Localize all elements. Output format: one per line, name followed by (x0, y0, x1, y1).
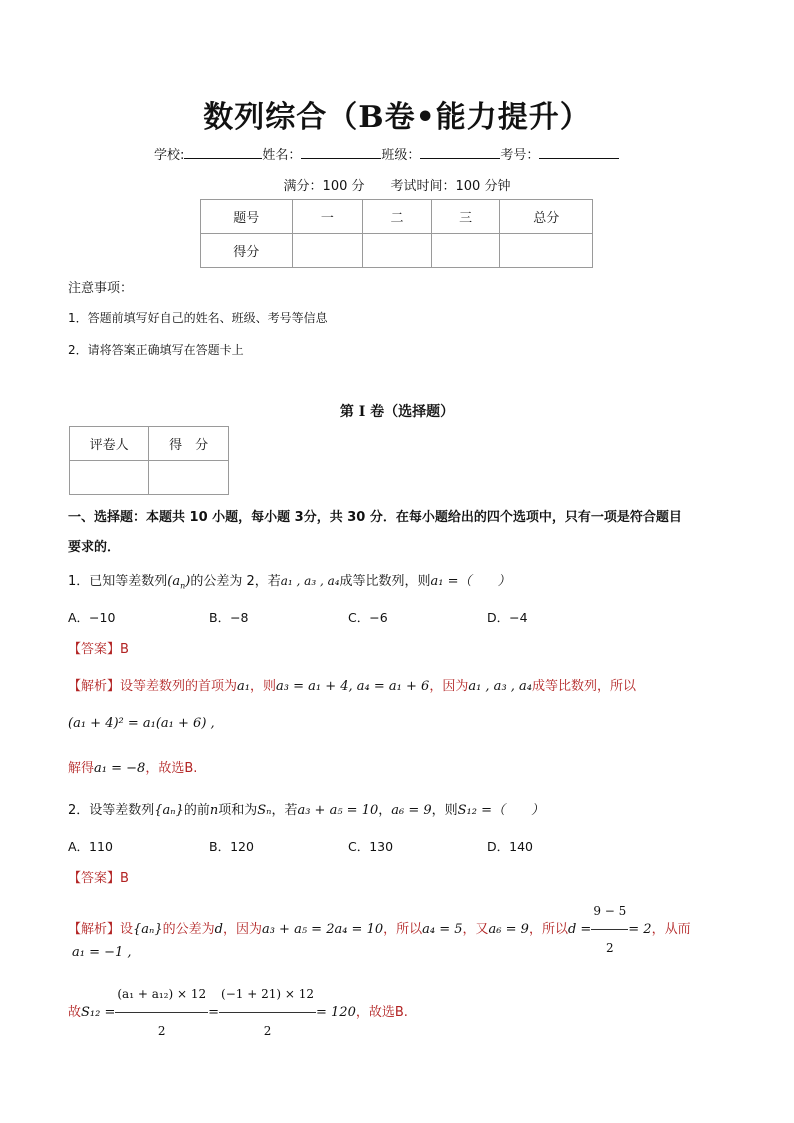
exam-no-label: 考号： (500, 148, 540, 163)
page-title: 数列综合（B卷•能力提升） (203, 100, 591, 135)
analysis-text: ，所以 (528, 922, 568, 937)
q2-analysis-line1 (68, 893, 691, 966)
q2-math: a₆ = 9 (391, 803, 432, 818)
school-blank[interactable] (184, 146, 262, 159)
analysis-math: a₆ = 9 (488, 922, 529, 937)
q2-option-b[interactable]: B．120 (209, 839, 254, 854)
fraction (115, 976, 208, 1049)
part-heading-line: 要求的． (68, 540, 121, 555)
q1-option-d[interactable]: D．−4 (487, 610, 528, 625)
q2-option-a[interactable]: A．110 (68, 839, 113, 854)
q1-option-b[interactable]: B．−8 (209, 610, 249, 625)
fraction-numerator: 9 − 5 (591, 893, 628, 930)
q2-text: ，若 (271, 803, 298, 818)
fraction (591, 893, 628, 966)
student-info-line (154, 144, 619, 163)
q2-text: 2．设等差数列 (68, 803, 155, 818)
q1-analysis-line3 (68, 757, 197, 776)
grader-cell[interactable] (70, 461, 149, 495)
analysis-math: a₁ (237, 679, 250, 694)
q1-terms: a₁ , a₃ , a₄ (280, 574, 340, 588)
q1-text: 成等比数列，则 (339, 574, 431, 589)
q2-math: Sₙ (257, 803, 272, 818)
grader-header: 评卷人 (70, 427, 149, 461)
name-blank[interactable] (301, 146, 381, 159)
analysis-text: 解得 (68, 761, 95, 776)
q2-text: ，则 (431, 803, 458, 818)
note-item: 2．请将答案正确填写在答题卡上 (68, 343, 244, 357)
score-cell[interactable] (431, 234, 500, 268)
analysis-text: 成等比数列，所以 (532, 679, 637, 694)
score-header-cell: 题号 (201, 200, 293, 234)
q1-stem (68, 570, 511, 591)
answer-value: B (120, 642, 129, 657)
q2-math: S₁₂ =（ ） (457, 803, 545, 818)
analysis-text: B. (394, 1005, 408, 1020)
class-label: 班级： (381, 148, 421, 163)
fraction (219, 976, 316, 1049)
analysis-math: = 120 (316, 1005, 356, 1020)
analysis-text: 设等差数列的首项为 (120, 679, 238, 694)
analysis-math: d = (567, 922, 592, 937)
analysis-math: d (214, 922, 223, 937)
analysis-text: B. (184, 761, 198, 776)
analysis-label: 【解析】 (68, 679, 121, 694)
q2-analysis-line2: a₁ = −1 , (72, 945, 132, 960)
q2-option-d[interactable]: D．140 (487, 839, 533, 854)
fraction-numerator: (a₁ + a₁₂) × 12 (115, 976, 208, 1013)
fraction-denominator: 2 (263, 1024, 272, 1038)
q2-math: {aₙ} (154, 803, 184, 818)
q1-option-c[interactable]: C．−6 (348, 610, 388, 625)
analysis-text: ，又 (462, 922, 489, 937)
q2-stem (68, 799, 544, 818)
score-header-cell: 二 (363, 200, 432, 234)
answer-label: 【答案】 (68, 642, 121, 657)
analysis-text: ，从而 (651, 922, 691, 937)
section-title: 第 I 卷（选择题） (339, 404, 455, 420)
analysis-math: S₁₂ = (81, 1005, 116, 1020)
score-table (200, 199, 593, 268)
analysis-text: 故 (68, 1005, 82, 1020)
name-label: 姓名： (262, 148, 302, 163)
grader-table (69, 426, 229, 495)
school-label: 学校: (154, 148, 185, 163)
score-cell[interactable] (500, 234, 593, 268)
q1-answer (68, 638, 129, 657)
answer-value: B (120, 871, 129, 886)
score-header-cell: 一 (292, 200, 363, 234)
analysis-text: 的公差为 (162, 922, 215, 937)
score-row-label: 得分 (201, 234, 293, 268)
analysis-math: a₃ + a₅ = 2a₄ = 10 (261, 922, 384, 937)
analysis-text: ，故选 (145, 761, 185, 776)
q1-ask: a₁ =（ ） (430, 574, 511, 589)
grader-cell[interactable] (149, 461, 229, 495)
analysis-text: ，则 (250, 679, 277, 694)
analysis-math: a₄ = 5 (422, 922, 463, 937)
part-heading (68, 503, 728, 563)
analysis-math: a₃ = a₁ + 4, a₄ = a₁ + 6 (276, 679, 430, 694)
score-header-cell: 三 (431, 200, 500, 234)
fraction-numerator: (−1 + 21) × 12 (219, 976, 316, 1013)
score-header-cell: 总分 (500, 200, 593, 234)
exam-meta: 满分：100 分 考试时间：100 分钟 (283, 179, 511, 194)
notes-heading: 注意事项： (68, 281, 134, 296)
exam-no-blank[interactable] (539, 146, 619, 159)
q1-text: 的公差为 2，若 (190, 574, 281, 589)
q1-analysis-line2: (a₁ + 4)² = a₁(a₁ + 6) , (68, 716, 215, 731)
analysis-math: a₁ = −8 (94, 761, 146, 776)
analysis-text: 设 (120, 922, 134, 937)
q1-text: 1．已知等差数列 (68, 574, 168, 589)
analysis-math: = (208, 1005, 220, 1020)
analysis-text: ，故选 (355, 1005, 395, 1020)
analysis-text: ，所以 (383, 922, 423, 937)
score-cell[interactable] (292, 234, 363, 268)
analysis-math: = 2 (628, 922, 652, 937)
class-blank[interactable] (420, 146, 500, 159)
q2-text: ， (378, 803, 392, 818)
q2-text: 的前 (183, 803, 210, 818)
q2-analysis-line3 (68, 976, 408, 1049)
q2-option-c[interactable]: C．130 (348, 839, 394, 854)
analysis-text: ，因为 (429, 679, 469, 694)
score-cell[interactable] (363, 234, 432, 268)
grader-header: 得 分 (149, 427, 229, 461)
answer-label: 【答案】 (68, 871, 121, 886)
q2-text: 项和为 (218, 803, 258, 818)
analysis-math: {aₙ} (133, 922, 163, 937)
analysis-label: 【解析】 (68, 922, 121, 937)
fraction-denominator: 2 (605, 941, 614, 955)
analysis-text: ，因为 (222, 922, 262, 937)
q2-answer (68, 867, 129, 886)
q1-option-a[interactable]: A．−10 (68, 610, 116, 625)
q2-math: a₃ + a₅ = 10 (297, 803, 379, 818)
analysis-math: a₁ , a₃ , a₄ (468, 679, 533, 694)
note-item: 1．答题前填写好自己的姓名、班级、考号等信息 (68, 311, 328, 325)
q1-seq: $(a_n)$ (167, 574, 191, 591)
q1-analysis-line1 (68, 675, 636, 694)
q2-math: n (209, 803, 219, 818)
fraction-denominator: 2 (157, 1024, 166, 1038)
part-heading-line: 一、选择题：本题共 10 小题，每小题 3分，共 30 分．在每小题给出的四个选项中，只有一项是符合题目 (68, 510, 682, 525)
